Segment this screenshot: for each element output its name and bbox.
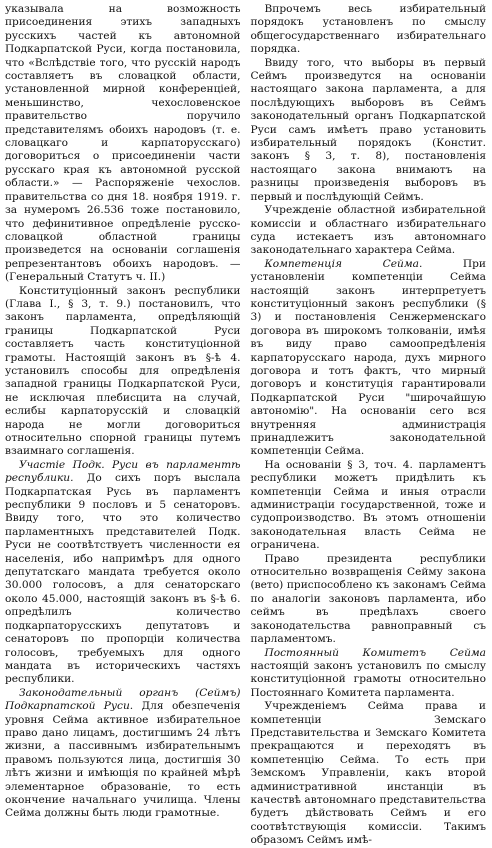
paragraph: На основаніи § 3, точ. 4. парламентъ республики можетъ придѣлить къ компетенціи Сейма и иныя отрасли администраціи государственной, тоже и судопроизводство. Въ этомъ отношеніи законодательная власть Сейма не ограничена. <box>250 458 486 552</box>
paragraph: Учрежденіе областной избирательной комиссіи и областнаго избирательнаго суда истекаетъ изъ автономнаго законодательнаго характера Сейма. <box>250 204 486 257</box>
left-column <box>5 3 241 820</box>
right-column <box>250 3 487 847</box>
paragraph: Учрежденіемъ Сейма права и компетенціи Земскаго Представительства и Земскаго Комитета прекращаются и переходятъ въ компетенцію Сейма. То есть при Земскомъ Управленіи, какъ второй административной инстанціи въ качествѣ автономнаго представительства будетъ дѣйствовать Сеймъ и его соотвѣтствующія комиссіи. Такимъ образомъ Сеймъ имѣ- <box>250 700 486 847</box>
paragraph: Конституціонный законъ республики (Глава I., § 3, т. 9.) постановилъ, что законъ парламента, опредѣляющій границы Подкарпатской Руси составляетъ часть конституціонной грамоты. Настоящій законъ въ §-ѣ 4. установилъ способы для опредѣленія западной границы Подкарпатской Руси, не исключая плебисцита на случай, еслибы карпаторусскій и словацкій народа не могли договориться относительно спорной границы путемъ взаимнаго соглашенія. <box>5 284 241 458</box>
paragraph <box>5 687 241 821</box>
paragraph-text: Для обезпеченія уровня Сейма активное избирательное право дано лицамъ, достигшимъ 24 лѣтъ жизни, а пассивнымъ избирательнымъ правомъ пользуются лица, достигшія 30 лѣтъ жизни и имѣющія по крайней мѣрѣ элементарное образованіе, то есть окончение начальнаго училища. Члены Сейма должны быть люди грамотные. <box>5 700 241 820</box>
section-heading: Компетенція Сейма. <box>264 257 423 270</box>
paragraph: Право президента республики относительно возвращенія Сейму закона (вето) приспособлено къ законамъ Сейма по аналогіи законовъ парламента, ибо сеймъ въ предѣлахъ своего законодательства равноправный съ парламентомъ. <box>250 552 486 646</box>
paragraph-text: До сихъ поръ выслала Подкарпатская Русь въ парламентъ республики 9 пословъ и 5 сенаторовъ. Ввиду того, что это количество парламентныхъ представителей Подк. Руси не соотвѣтствуетъ численности ея населенія, ибо напримѣръ для одного депутатскаго мандата требуется около 30.000 голосовъ, а для сенаторскаго около 45.000, настоящій законъ въ §-ѣ 6. опредѣлилъ количество подкарпаторусскихъ депутатовъ и сенаторовъ по пропорціи количества голосовъ, требуемыхъ для одного мандата въ историческихъ частяхъ республики. <box>5 472 241 686</box>
paragraph-text: настоящій законъ установилъ по смыслу конституціонной грамоты относительно Постояннаго Комитета парламента. <box>250 659 486 699</box>
section-heading: Законодательный органъ (Сеймъ) Подкарпатской Руси. <box>5 686 241 713</box>
paragraph <box>251 258 487 459</box>
paragraph: Впрочемъ весь избирательный порядокъ установленъ по смыслу общегосударственнаго избирательнаго порядка. <box>250 3 486 56</box>
paragraph <box>251 647 487 701</box>
paragraph: указывала на возможность присоединения этихъ западныхъ русскихъ частей къ автономной Подкарпатской Руси, когда постановила, что «Вслѣдствіе того, что русскій народъ составляетъ въ словацкой области, установленной мирной конференціей, меньшинство, чехословенское правительство поручило представителямъ обоихъ народовъ (т. е. словацкаго и карпаторусскаго) договориться о присоединеніи части русскаго края къ автономной русской области.» — Распоряженіе чехослов. правительства со дня 18. ноября 1919. г. за нумеромъ 26.536 тоже постановило, что дефинитивное опредѣленіе русско-словацкой областной границы произведется на основаніи соглашенія репрезентантовъ обоихъ народовъ. — (Генеральный Статутъ ч. II.) <box>5 3 241 284</box>
section-heading: Постоянный Комитетъ Сейма <box>264 646 486 659</box>
paragraph: Ввиду того, что выборы въ первый Сеймъ произведутся на основаніи настоящаго закона парламента, а для послѣдующихъ выборовъ въ Сеймъ законодательный органъ Подкарпатской Руси самъ имѣетъ право установить избирательный порядокъ (Констит. законъ § 3, т. 8), постановленія настоящаго закона внимаютъ на разницы произведенія выборовъ въ первый и послѣдующій Сеймъ. <box>250 56 486 203</box>
section-heading: Участіе Подк. Руси въ парламентѣ республики. <box>5 458 241 485</box>
paragraph-text: При установленіи компетенціи Сейма настоящій законъ интерпретуетъ конституціонный законъ республики (§ 3) и постановленія Сенжерменскаго договора въ широкомъ толкованіи, имѣя въ виду право самоопредѣленія карпаторусскаго народа, духъ мирного договора и тотъ фактъ, что мирный договоръ и конституція гарантировали Подкарпатской Руси "широчайшую автономію". На основаніи сего вся внутренняя администрація принадлежитъ законодательной компетенціи Сейма. <box>250 257 486 458</box>
paragraph <box>5 459 241 687</box>
